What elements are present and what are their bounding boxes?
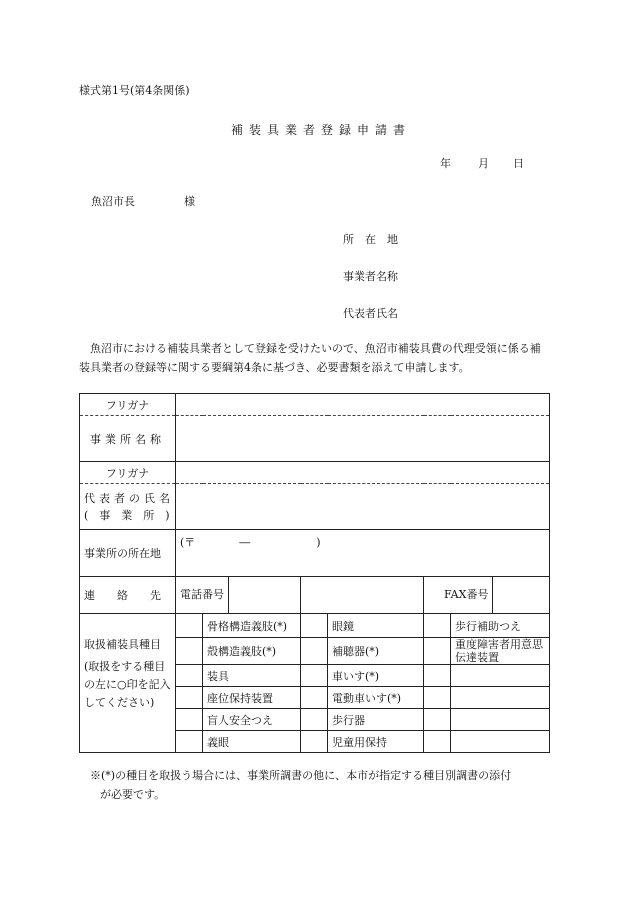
date-month: 月 bbox=[478, 157, 489, 170]
item-name: 車いす(*) bbox=[328, 665, 424, 687]
item-name bbox=[451, 709, 550, 731]
office-address-label: 事業所の所在地 bbox=[80, 530, 176, 577]
applicant-business-name-label: 事業者名称 bbox=[343, 270, 398, 283]
mark-cell[interactable] bbox=[424, 665, 451, 687]
phone-field-ext[interactable] bbox=[301, 577, 424, 614]
date-day: 日 bbox=[513, 157, 524, 170]
item-name bbox=[451, 731, 550, 753]
rep-label-line2: ( 事 業 所 ) bbox=[84, 508, 170, 522]
furigana-field-1[interactable] bbox=[176, 394, 550, 416]
mark-cell[interactable] bbox=[424, 638, 451, 665]
item-category-title: 取扱補装具種目 bbox=[84, 638, 161, 651]
contact-label: 連 絡 先 bbox=[80, 577, 176, 614]
mark-cell[interactable] bbox=[176, 687, 203, 709]
item-name: 座位保持装置 bbox=[203, 687, 301, 709]
item-name: 児童用保持 bbox=[328, 731, 424, 753]
mark-cell[interactable] bbox=[301, 709, 328, 731]
item-name: 殻構造義肢(*) bbox=[203, 638, 301, 665]
representative-name-field[interactable] bbox=[176, 484, 550, 530]
item-name: 重度障害者用意思伝達装置 bbox=[451, 638, 550, 665]
furigana-label-2: フリガナ bbox=[80, 462, 176, 484]
mark-cell[interactable] bbox=[424, 614, 451, 638]
item-name: 骨格構造義肢(*) bbox=[203, 614, 301, 638]
addressee-honorific: 様 bbox=[184, 195, 195, 208]
rep-label-line1: 代表者の氏名 bbox=[84, 491, 174, 505]
mark-cell[interactable] bbox=[301, 614, 328, 638]
item-name bbox=[451, 665, 550, 687]
item-name: 装具 bbox=[203, 665, 301, 687]
item-name: 義眼 bbox=[203, 731, 301, 753]
item-name: 眼鏡 bbox=[328, 614, 424, 638]
phone-label: 電話番号 bbox=[176, 577, 229, 613]
item-name bbox=[451, 687, 550, 709]
office-name-field[interactable] bbox=[176, 416, 550, 462]
addressee-name: 魚沼市長 bbox=[91, 195, 135, 208]
item-name: 歩行器 bbox=[328, 709, 424, 731]
mark-cell[interactable] bbox=[301, 638, 328, 665]
document-title: 補装具業者登録申請書 bbox=[230, 123, 411, 137]
mark-cell[interactable] bbox=[301, 731, 328, 753]
office-address-field[interactable] bbox=[176, 530, 550, 577]
mark-cell[interactable] bbox=[176, 731, 203, 753]
footnote-line2: が必要です。 bbox=[100, 788, 166, 801]
item-name: 盲人安全つえ bbox=[203, 709, 301, 731]
phone-cell bbox=[176, 577, 301, 614]
item-name: 補聴器(*) bbox=[328, 638, 424, 665]
footnote-line1: ※(*)の種目を取扱う場合には、事業所調書の他に、本市が指定する種目別調書の添付 bbox=[90, 769, 512, 782]
fax-label: FAX番号 bbox=[424, 577, 493, 613]
mark-cell[interactable] bbox=[301, 687, 328, 709]
footnote bbox=[90, 766, 550, 804]
applicant-representative-label: 代表者氏名 bbox=[343, 307, 398, 320]
form-number: 様式第1号(第4条関係) bbox=[79, 84, 190, 97]
item-category-instruction: (取扱をする種目の左に○印を記入してください) bbox=[84, 660, 171, 709]
fax-cell bbox=[424, 577, 550, 614]
application-statement: 魚沼市における補装具業者として登録を受けたいので、魚沼市補装具費の代理受領に係る補装具業者の登録等に関する要綱第4条に基づき、必要書類を添えて申請します。 bbox=[79, 342, 541, 374]
mark-cell[interactable] bbox=[301, 665, 328, 687]
item-name: 電動車いす(*) bbox=[328, 687, 424, 709]
applicant-address-label: 所 在 地 bbox=[343, 233, 398, 246]
office-name-label: 事業所名称 bbox=[80, 416, 176, 462]
mark-cell[interactable] bbox=[176, 709, 203, 731]
furigana-field-2[interactable] bbox=[176, 462, 550, 484]
date-year: 年 bbox=[440, 157, 451, 170]
item-name: 歩行補助つえ bbox=[451, 614, 550, 638]
application-table bbox=[79, 393, 550, 753]
mark-cell[interactable] bbox=[424, 709, 451, 731]
mark-cell[interactable] bbox=[176, 638, 203, 665]
representative-name-label bbox=[80, 484, 176, 530]
furigana-label-1: フリガナ bbox=[80, 394, 176, 416]
mark-cell[interactable] bbox=[424, 687, 451, 709]
mark-cell[interactable] bbox=[424, 731, 451, 753]
mark-cell[interactable] bbox=[176, 614, 203, 638]
mark-cell[interactable] bbox=[176, 665, 203, 687]
postal-code: (〒 ― ) bbox=[180, 536, 321, 549]
item-category-label bbox=[80, 614, 176, 753]
